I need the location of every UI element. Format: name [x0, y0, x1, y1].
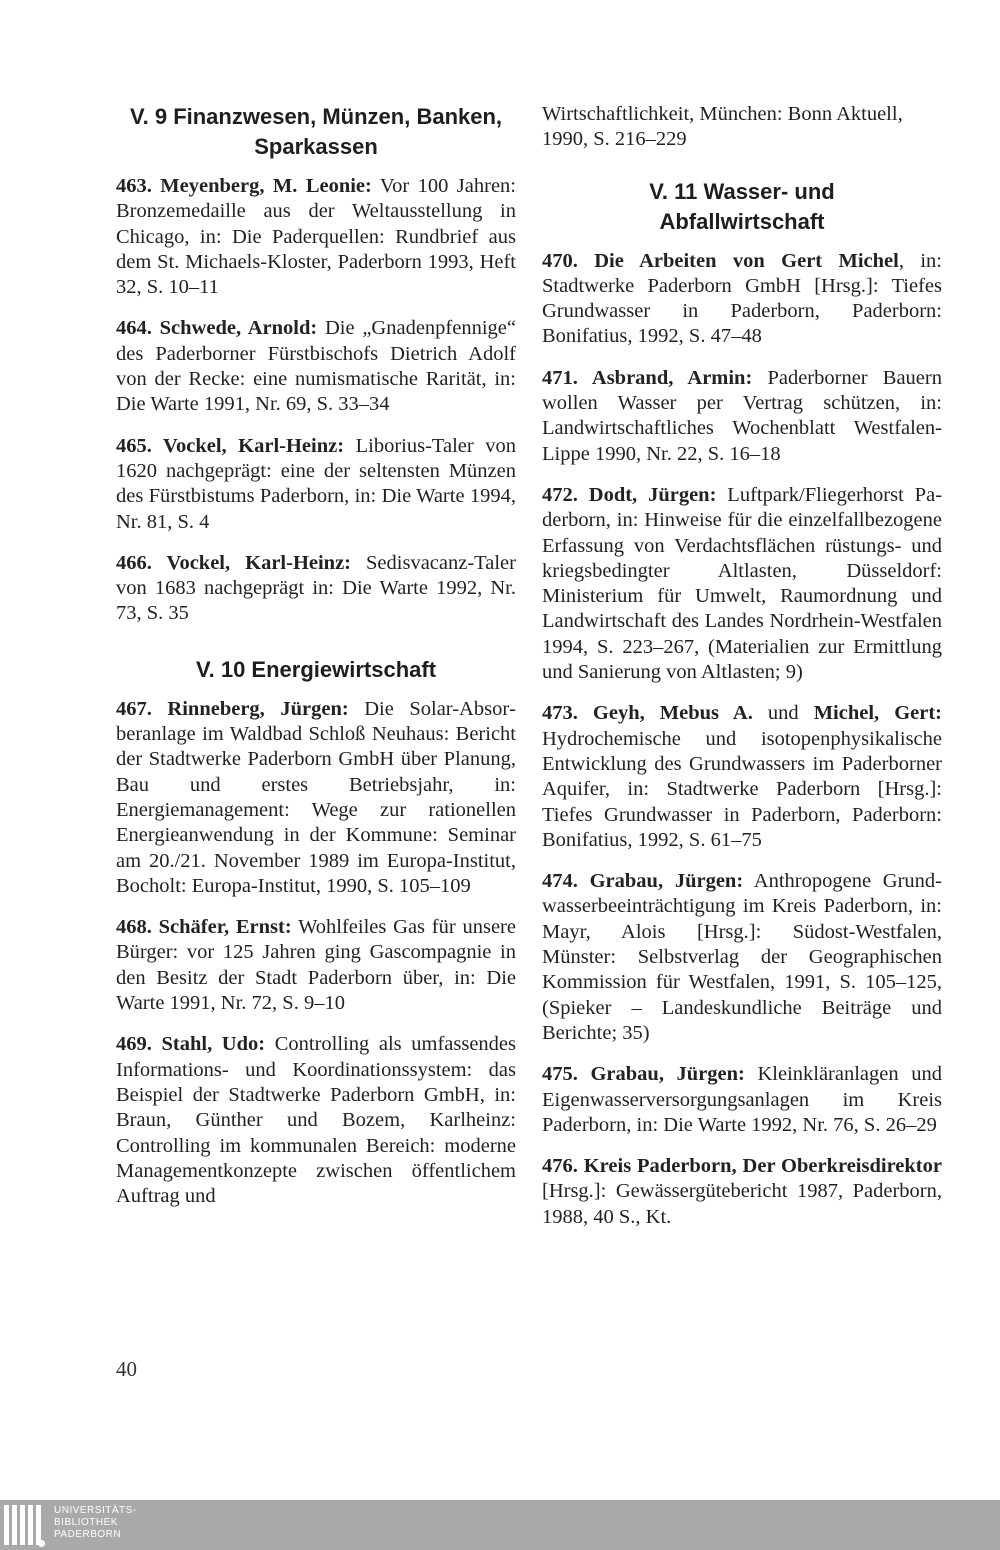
entry-466: 466. Vockel, Karl-Heinz: Sedisvacanz-Taler von 1683 nachgeprägt in: Die Warte 1992, Nr. 73, S. 35 [116, 551, 516, 625]
entry-469-continued: Wirtschaftlichkeit, München: Bonn Aktuell, 1990, S. 216–229 [542, 103, 903, 151]
right-column [542, 102, 942, 1246]
section-heading-energiewirtschaft: V. 10 Energiewirtschaft [195, 656, 437, 682]
entry-474: 474. Grabau, Jürgen: Anthropogene Grundwasserbeeinträchtigung im Kreis Paderborn, in: Mayr, Alois [Hrsg.]: Südost-Westfalen, Münster: Selbstverlag der Geographischen Kommission für Westfalen, 1991, S. 105–125, (Spieker – Landeskundliche Beiträge und Berichte; 35) [542, 870, 942, 1044]
entry-475: 475. Grabau, Jürgen: Kleinkläranlagen und Eigenwasserversorgungsanlagen im Kreis Paderborn, in: Die Warte 1992, Nr. 76, S. 26–29 [542, 1063, 942, 1136]
page-number: 40 [116, 1357, 137, 1381]
entry-463: 463. Meyenberg, M. Leonie: Vor 100 Jahren: Bronzemedaille aus der Weltausstellung in Chicago, in: Die Paderquellen: Rundbrief aus dem St. Michaels-Kloster, Paderborn 1993, Heft 32, S. 10–11 [116, 175, 516, 299]
entry-464: 464. Schwede, Arnold: Die „Gnadenpfennige“ des Paderborner Fürstbischofs Dietrich Adolf von der Recke: eine numismatische Rarität, in: Die Warte 1991, Nr. 69, S. 33–34 [116, 317, 516, 416]
entry-467: 467. Rinneberg, Jürgen: Die Solar-Absorberanlage im Waldbad Schloß Neuhaus: Bericht der Stadtwerke Paderborn GmbH über Planung, Bau und erstes Betriebsjahr, in: Energiemanagement: Wege zur rationellen Energieanwendung in der Kommune: Seminar am 20./21. November 1989 im Europa-Institut, Bocholt: Europa-Institut, 1990, S. 105–109 [116, 697, 516, 897]
entry-471: 471. Asbrand, Armin: Paderborner Bauern wollen Wasser per Vertrag schützen, in: Landwirtschaftliches Wochenblatt Westfalen-Lippe 1990, Nr. 22, S. 16–18 [542, 366, 942, 465]
entry-470: 470. Die Arbeiten von Gert Michel, in: Stadtwerke Paderborn GmbH [Hrsg.]: Tiefes Grundwasser in Paderborn, Paderborn: Bonifatius, 1992, S. 47–48 [542, 249, 942, 348]
library-footer-bar [0, 1500, 1000, 1550]
entry-469: 469. Stahl, Udo: Controlling als umfassendes Informations- und Koordinationssystem: das Beispiel der Stadtwerke Paderborn GmbH, in: Braun, Günther und Bozem, Karlheinz: Controlling im kommunalen Bereich: moderne Managementkonzepte zwischen öffentlichem Auftrag und [116, 1033, 516, 1208]
entry-476: 476. Kreis Paderborn, Der Oberkreisdirektor [Hrsg.]: Gewässergütebericht 1987, Paderborn, 1988, 40 S., Kt. [542, 1155, 942, 1228]
entry-465: 465. Vockel, Karl-Heinz: Liborius-Taler von 1620 nachgeprägt: eine der seltensten Münzen des Fürstbistums Paderborn, in: Die Warte 1994, Nr. 81, S. 4 [116, 434, 516, 533]
logo-dot-icon [38, 1540, 45, 1547]
left-column [116, 102, 516, 1225]
section-heading-wasser: V. 11 Wasser- und Abfallwirtschaft [649, 178, 835, 234]
entry-472: 472. Dodt, Jürgen: Luftpark/Fliegerhorst Paderborn, in: Hinweise für die einzelfallbezogene Erfassung von Verdachtsflächen rüstungs- und kriegsbedingter Altlasten, Düsseldorf: Ministerium für Umwelt, Raumordnung und Landwirtschaft des Landes Nordrhein-Westfalen 1994, S. 223–267, (Materialien zur Ermittlung und Sanierung von Altlasten; 9) [542, 483, 943, 684]
library-name: UNIVERSITÄTS- BIBLIOTHEK PADERBORN [54, 1505, 137, 1540]
entry-473: 473. Geyh, Mebus A. und Michel, Gert: Hydrochemische und isotopenphysikalische Entwicklung des Grundwassers im Paderborner Aquifer, in: Stadtwerke Paderborn [Hrsg.]: Tiefes Grundwasser in Paderborn, Paderborn: Bonifatius, 1992, S. 61–75 [542, 702, 943, 851]
library-logo-icon [4, 1505, 41, 1545]
entry-468: 468. Schäfer, Ernst: Wohlfeiles Gas für unsere Bürger: vor 125 Jahren ging Gascompagnie in den Besitz der Stadt Paderborn über, in: Die Warte 1991, Nr. 72, S. 9–10 [116, 916, 516, 1015]
section-heading-finanzwesen: V. 9 Finanzwesen, Münzen, Banken, Sparkassen [129, 104, 503, 159]
